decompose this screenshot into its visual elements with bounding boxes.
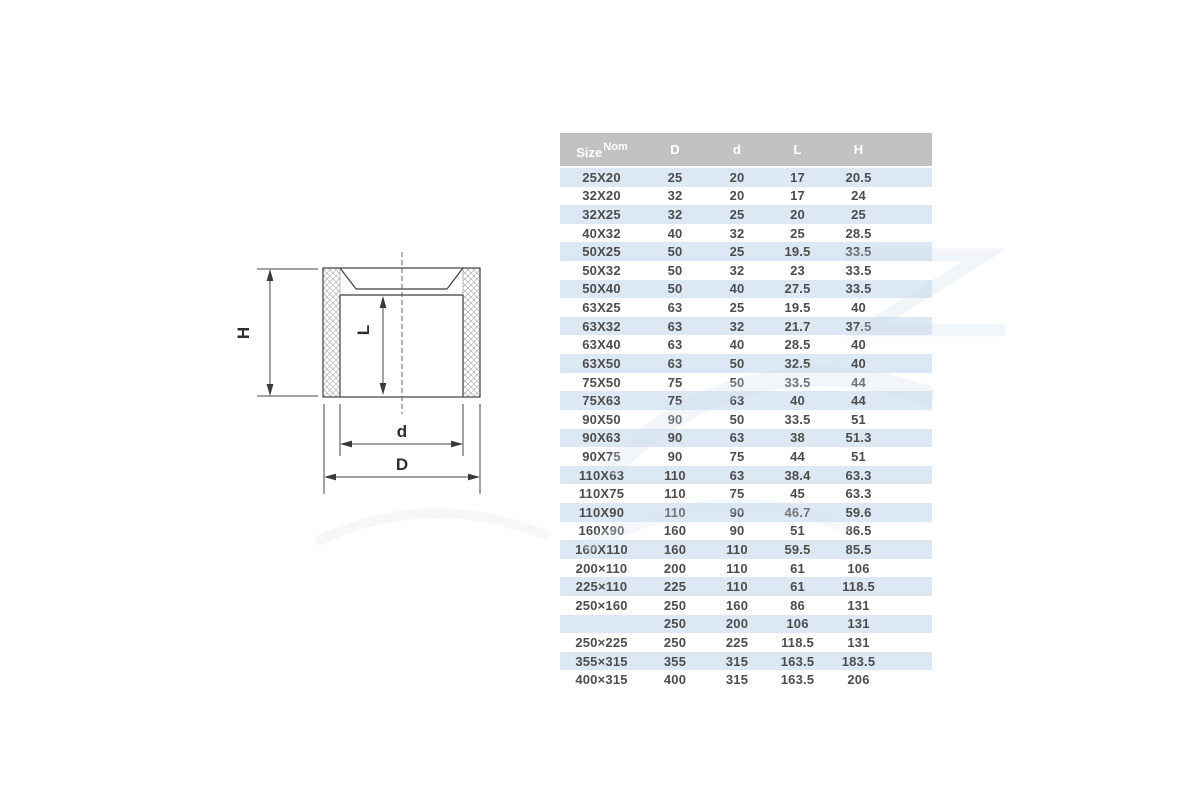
value-cell: 51 [851, 448, 866, 464]
header-size-cell [560, 140, 643, 160]
size-cell: 40X32 [582, 225, 621, 241]
value-cell: 50 [729, 411, 745, 427]
value-cell: 86.5 [845, 523, 872, 539]
value-cell: 163.5 [780, 672, 815, 688]
value-cell: 32 [729, 318, 745, 334]
value-cell: 90 [729, 523, 745, 539]
table-row [560, 280, 932, 299]
value-cell: 38 [790, 430, 805, 446]
fitting-outline [323, 268, 480, 397]
value-cell: 75 [729, 486, 745, 502]
value-cell: 131 [847, 616, 870, 632]
value-cell: 63 [667, 318, 683, 334]
hatched-wall-left [323, 268, 340, 397]
value-cell: 25 [729, 244, 745, 260]
value-cell: 20.5 [845, 169, 872, 185]
table-row [560, 429, 932, 448]
hatched-wall-right [463, 268, 480, 397]
value-cell: 44 [851, 393, 866, 409]
value-cell: 131 [847, 597, 870, 613]
value-cell: 28.5 [845, 225, 872, 241]
size-cell: 110X75 [578, 486, 625, 502]
dimension-L [354, 296, 386, 395]
value-cell: 32 [667, 207, 683, 223]
value-cell: 25 [729, 207, 745, 223]
table-row [560, 615, 932, 634]
value-cell: 44 [851, 374, 866, 390]
value-cell: 50 [667, 281, 683, 297]
value-cell: 25 [790, 225, 805, 241]
header-col-H: H [853, 142, 864, 157]
value-cell: 33.5 [784, 374, 811, 390]
value-cell: 40 [790, 393, 805, 409]
size-cell: 50X25 [582, 244, 621, 260]
value-cell: 50 [729, 374, 745, 390]
table-row [560, 596, 932, 615]
table-row [560, 205, 932, 224]
label-H: H [234, 326, 253, 340]
value-cell: 110 [664, 467, 686, 483]
table-row [560, 410, 932, 429]
table-row [560, 633, 932, 652]
size-cell: 90X50 [582, 411, 621, 427]
fitting-cross-section-diagram [225, 238, 505, 510]
value-cell: 75 [667, 393, 683, 409]
value-cell: 33.5 [845, 281, 872, 297]
value-cell: 315 [725, 653, 749, 669]
value-cell: 51.3 [845, 430, 872, 446]
table-row [560, 447, 932, 466]
label-d: d [396, 422, 408, 441]
value-cell: 20 [729, 188, 745, 204]
value-cell: 45 [790, 486, 805, 502]
value-cell: 51 [851, 411, 866, 427]
value-cell: 225 [663, 579, 687, 595]
nom-label: Nom [603, 140, 628, 153]
value-cell: 32 [667, 188, 683, 204]
size-cell: 200×110 [575, 560, 628, 576]
value-cell: 63 [667, 337, 683, 353]
table-row [560, 503, 932, 522]
table-row [560, 522, 932, 541]
value-cell: 33.5 [845, 262, 872, 278]
label-D: D [395, 455, 409, 474]
value-cell: 59.5 [784, 541, 811, 557]
size-cell: 63X32 [582, 318, 621, 334]
table-row [560, 187, 932, 206]
value-cell: 400 [663, 672, 687, 688]
table-row [560, 224, 932, 243]
value-cell: 250 [663, 597, 687, 613]
value-cell: 63 [667, 355, 683, 371]
table-row [560, 559, 932, 578]
label-L: L [354, 324, 373, 336]
size-cell: 160X90 [578, 523, 625, 539]
dimension-d [340, 404, 463, 456]
value-cell: 250 [663, 616, 687, 632]
value-cell: 183.5 [841, 653, 876, 669]
value-cell: 28.5 [784, 337, 811, 353]
value-cell: 21.7 [784, 318, 811, 334]
size-cell: 355×315 [575, 653, 628, 669]
value-cell: 61 [790, 579, 805, 595]
table-row [560, 354, 932, 373]
table-row [560, 484, 932, 503]
table-row [560, 373, 932, 392]
value-cell: 63 [667, 300, 683, 316]
size-cell: 63X40 [582, 337, 621, 353]
value-cell: 63.3 [845, 486, 872, 502]
table-row [560, 540, 932, 559]
value-cell: 19.5 [784, 244, 811, 260]
value-cell: 40 [851, 337, 866, 353]
value-cell: 50 [667, 262, 683, 278]
value-cell: 160 [663, 523, 687, 539]
header-col-D: D [670, 142, 680, 157]
value-cell: 63 [729, 430, 745, 446]
value-cell: 118.5 [781, 635, 814, 651]
size-cell: 110X63 [578, 467, 625, 483]
header-col-L: L [793, 142, 802, 157]
value-cell: 63 [729, 467, 745, 483]
table-row [560, 168, 932, 187]
value-cell: 27.5 [784, 281, 811, 297]
size-cell: 32X25 [582, 207, 621, 223]
size-cell: 25X20 [582, 169, 621, 185]
value-cell: 46.7 [784, 504, 811, 520]
table-row [560, 466, 932, 485]
value-cell: 131 [847, 635, 870, 651]
value-cell: 40 [667, 225, 683, 241]
dimension-D [324, 404, 480, 494]
value-cell: 85.5 [845, 541, 872, 557]
table-row [560, 335, 932, 354]
value-cell: 40 [851, 300, 866, 316]
value-cell: 33.5 [784, 411, 811, 427]
size-cell: 75X50 [582, 374, 621, 390]
value-cell: 63 [729, 393, 745, 409]
size-cell: 50X32 [582, 262, 621, 278]
dimension-H [234, 269, 318, 396]
size-cell: 225×110 [575, 579, 628, 595]
spec-table [560, 133, 932, 689]
size-label: Size [576, 144, 603, 160]
table-row [560, 317, 932, 336]
size-cell: 75X63 [582, 393, 621, 409]
value-cell: 90 [667, 448, 683, 464]
value-cell: 44 [790, 448, 805, 464]
value-cell: 90 [729, 504, 745, 520]
value-cell: 75 [667, 374, 683, 390]
value-cell: 86 [790, 597, 805, 613]
value-cell: 19.5 [784, 300, 811, 316]
value-cell: 17 [790, 169, 805, 185]
value-cell: 106 [786, 616, 809, 632]
value-cell: 315 [725, 672, 749, 688]
value-cell: 25 [729, 300, 745, 316]
value-cell: 110 [726, 541, 748, 557]
value-cell: 110 [726, 579, 748, 595]
value-cell: 110 [664, 486, 686, 502]
table-row [560, 670, 932, 689]
value-cell: 200 [663, 560, 687, 576]
value-cell: 33.5 [845, 244, 872, 260]
size-cell: 50X40 [582, 281, 621, 297]
value-cell: 118.5 [842, 579, 875, 595]
size-cell: 250×160 [575, 597, 628, 613]
table-row [560, 577, 932, 596]
table-row [560, 298, 932, 317]
size-cell: 400×315 [575, 672, 628, 688]
value-cell: 106 [847, 560, 870, 576]
value-cell: 25 [667, 169, 683, 185]
value-cell: 90 [667, 430, 683, 446]
size-cell: 63X50 [582, 355, 621, 371]
value-cell: 90 [667, 411, 683, 427]
size-cell: 32X20 [582, 188, 621, 204]
value-cell: 50 [667, 244, 683, 260]
value-cell: 32 [729, 262, 745, 278]
table-row [560, 261, 932, 280]
value-cell: 32 [729, 225, 745, 241]
value-cell: 63.3 [845, 467, 872, 483]
table-header-row [560, 133, 932, 168]
size-cell: 90X63 [582, 430, 621, 446]
table-row [560, 652, 932, 671]
value-cell: 25 [851, 207, 866, 223]
size-cell: 250×225 [575, 635, 628, 651]
value-cell: 61 [790, 560, 805, 576]
value-cell: 40 [729, 337, 745, 353]
value-cell: 206 [847, 672, 870, 688]
value-cell: 59.6 [845, 504, 872, 520]
value-cell: 160 [725, 597, 749, 613]
value-cell: 160 [663, 541, 687, 557]
value-cell: 40 [851, 355, 866, 371]
size-cell: 160X110 [575, 541, 628, 557]
value-cell: 40 [729, 281, 745, 297]
size-cell: 90X75 [582, 448, 621, 464]
value-cell: 17 [790, 188, 805, 204]
value-cell: 24 [851, 188, 866, 204]
value-cell: 110 [664, 504, 686, 520]
value-cell: 225 [725, 635, 749, 651]
value-cell: 23 [790, 262, 805, 278]
value-cell: 250 [663, 635, 687, 651]
value-cell: 163.5 [780, 653, 815, 669]
value-cell: 51 [790, 523, 805, 539]
value-cell: 32.5 [784, 355, 811, 371]
table-row [560, 242, 932, 261]
table-body [560, 168, 932, 689]
value-cell: 50 [729, 355, 745, 371]
value-cell: 20 [729, 169, 745, 185]
header-col-d: d [733, 142, 741, 157]
size-cell: 110X90 [578, 504, 625, 520]
value-cell: 75 [729, 448, 745, 464]
size-cell: 63X25 [582, 300, 621, 316]
value-cell: 37.5 [845, 318, 872, 334]
value-cell: 110 [726, 560, 748, 576]
value-cell: 38.4 [784, 467, 811, 483]
table-row [560, 391, 932, 410]
value-cell: 200 [725, 616, 749, 632]
value-cell: 20 [790, 207, 805, 223]
value-cell: 355 [663, 653, 687, 669]
